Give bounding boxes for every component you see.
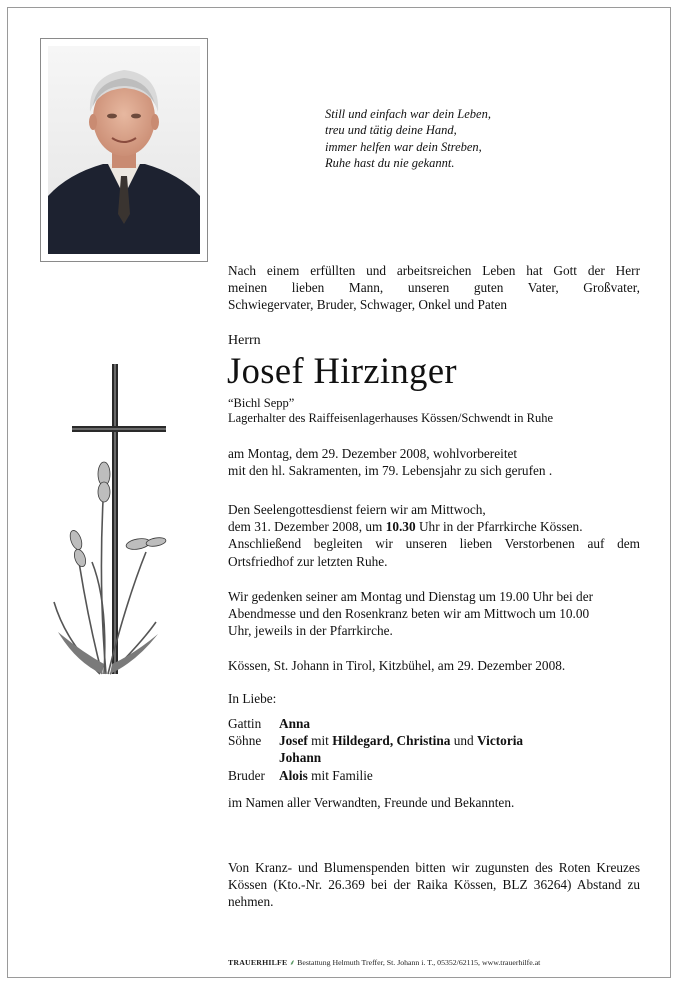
poem-line: Ruhe hast du nie gekannt. (325, 155, 455, 170)
footer (228, 958, 540, 968)
remembrance-line: Abendmesse und den Rosenkranz beten wir am Mittwoch um 10.00 (228, 606, 590, 622)
mass-line-time (228, 518, 640, 535)
sons-details (279, 732, 523, 749)
mass-line: Den Seelengottesdienst feiern wir am Mittwoch, (228, 502, 486, 517)
death-notice (228, 445, 640, 479)
intro-line: Schwiegervater, Bruder, Schwager, Onkel und Paten (228, 297, 508, 312)
donation-line: Von Kranz- und Blumenspenden bitten wir zugunsten des Roten Kreuzes (228, 860, 640, 875)
family-row-wife (228, 715, 523, 732)
relation-label: Bruder (228, 767, 265, 783)
salutation: Herrn (228, 333, 261, 348)
mass-line: Anschließend begleiten wir unseren lieben Verstorbenen auf dem (228, 536, 640, 552)
relation-label: Söhne (228, 733, 262, 749)
place-date: Kössen, St. Johann in Tirol, Kitzbühel, am 29. Dezember 2008. (228, 658, 566, 673)
connector-text: mit (311, 733, 329, 749)
relation-label: Gattin (228, 716, 262, 731)
remembrance-notice (228, 588, 640, 640)
poem-line: treu und tätig deine Hand, (325, 123, 457, 138)
remembrance-line: Wir gedenken seiner am Montag und Dienstag um 19.00 Uhr bei der (228, 589, 594, 604)
poem-line: immer helfen war dein Streben, (325, 139, 482, 154)
family-member-name: Hildegard, Christina (332, 733, 451, 749)
intro-line: Nach einem erfüllten und arbeitsreichen Leben hat Gott der Herr (228, 263, 640, 278)
family-row-son2 (228, 749, 523, 766)
family-row-sons (228, 732, 523, 749)
intro-line: meinen lieben Mann, unseren guten Vater, Großvater, (228, 280, 640, 295)
deceased-role: Lagerhalter des Raiffeisenlagerhauses Kössen/Schwendt in Ruhe (228, 411, 554, 425)
footer-brand: TRAUERHILFE (228, 958, 288, 967)
donation-line: Kössen (Kto.-Nr. 26.369 bei der Raika Kössen, BLZ 36264) Abstand zu (228, 877, 640, 893)
portrait-photo (48, 46, 200, 254)
in-love-label: In Liebe: (228, 691, 277, 706)
mass-time: 10.30 (385, 519, 416, 535)
intro-text (228, 262, 640, 313)
poem-line: Still und einfach war dein Leben, (325, 107, 491, 121)
family-row-brother (228, 767, 523, 784)
mass-line: Ortsfriedhof zur letzten Ruhe. (228, 553, 388, 569)
deceased-nickname: “Bichl Sepp” (228, 396, 295, 410)
death-line: am Montag, dem 29. Dezember 2008, wohlvorbereitet (228, 446, 518, 461)
remembrance-line: Uhr, jeweils in der Pfarrkirche. (228, 623, 393, 639)
wheat-icon: ⸙ (289, 958, 296, 967)
cross-with-wheat-icon (46, 362, 176, 687)
family-member-name: Alois (279, 767, 308, 783)
memorial-poem (325, 106, 491, 171)
donation-line: nehmen. (228, 894, 274, 910)
connector-text: und (453, 733, 474, 749)
footer-text: Bestattung Helmuth Treffer, St. Johann i. T., 05352/62115, www.trauerhilfe.at (297, 958, 541, 967)
mass-location-text: Uhr in der Pfarrkirche Kössen. (418, 519, 583, 535)
deceased-name: Josef Hirzinger (227, 350, 457, 391)
mass-date-text: dem 31. Dezember 2008, um (228, 519, 383, 535)
family-list (228, 715, 523, 784)
funeral-mass (228, 501, 640, 570)
donation-notice (228, 859, 640, 911)
death-line: mit den hl. Sakramenten, im 79. Lebensjahr zu sich gerufen . (228, 463, 553, 479)
family-member-name: Johann (279, 750, 322, 766)
connector-text: mit Familie (311, 767, 373, 783)
family-member-name: Anna (279, 716, 311, 731)
family-member-name: Josef (279, 733, 308, 749)
portrait-frame (40, 38, 208, 262)
closing-line: im Namen aller Verwandten, Freunde und Bekannten. (228, 795, 515, 810)
family-member-name: Victoria (477, 733, 524, 749)
